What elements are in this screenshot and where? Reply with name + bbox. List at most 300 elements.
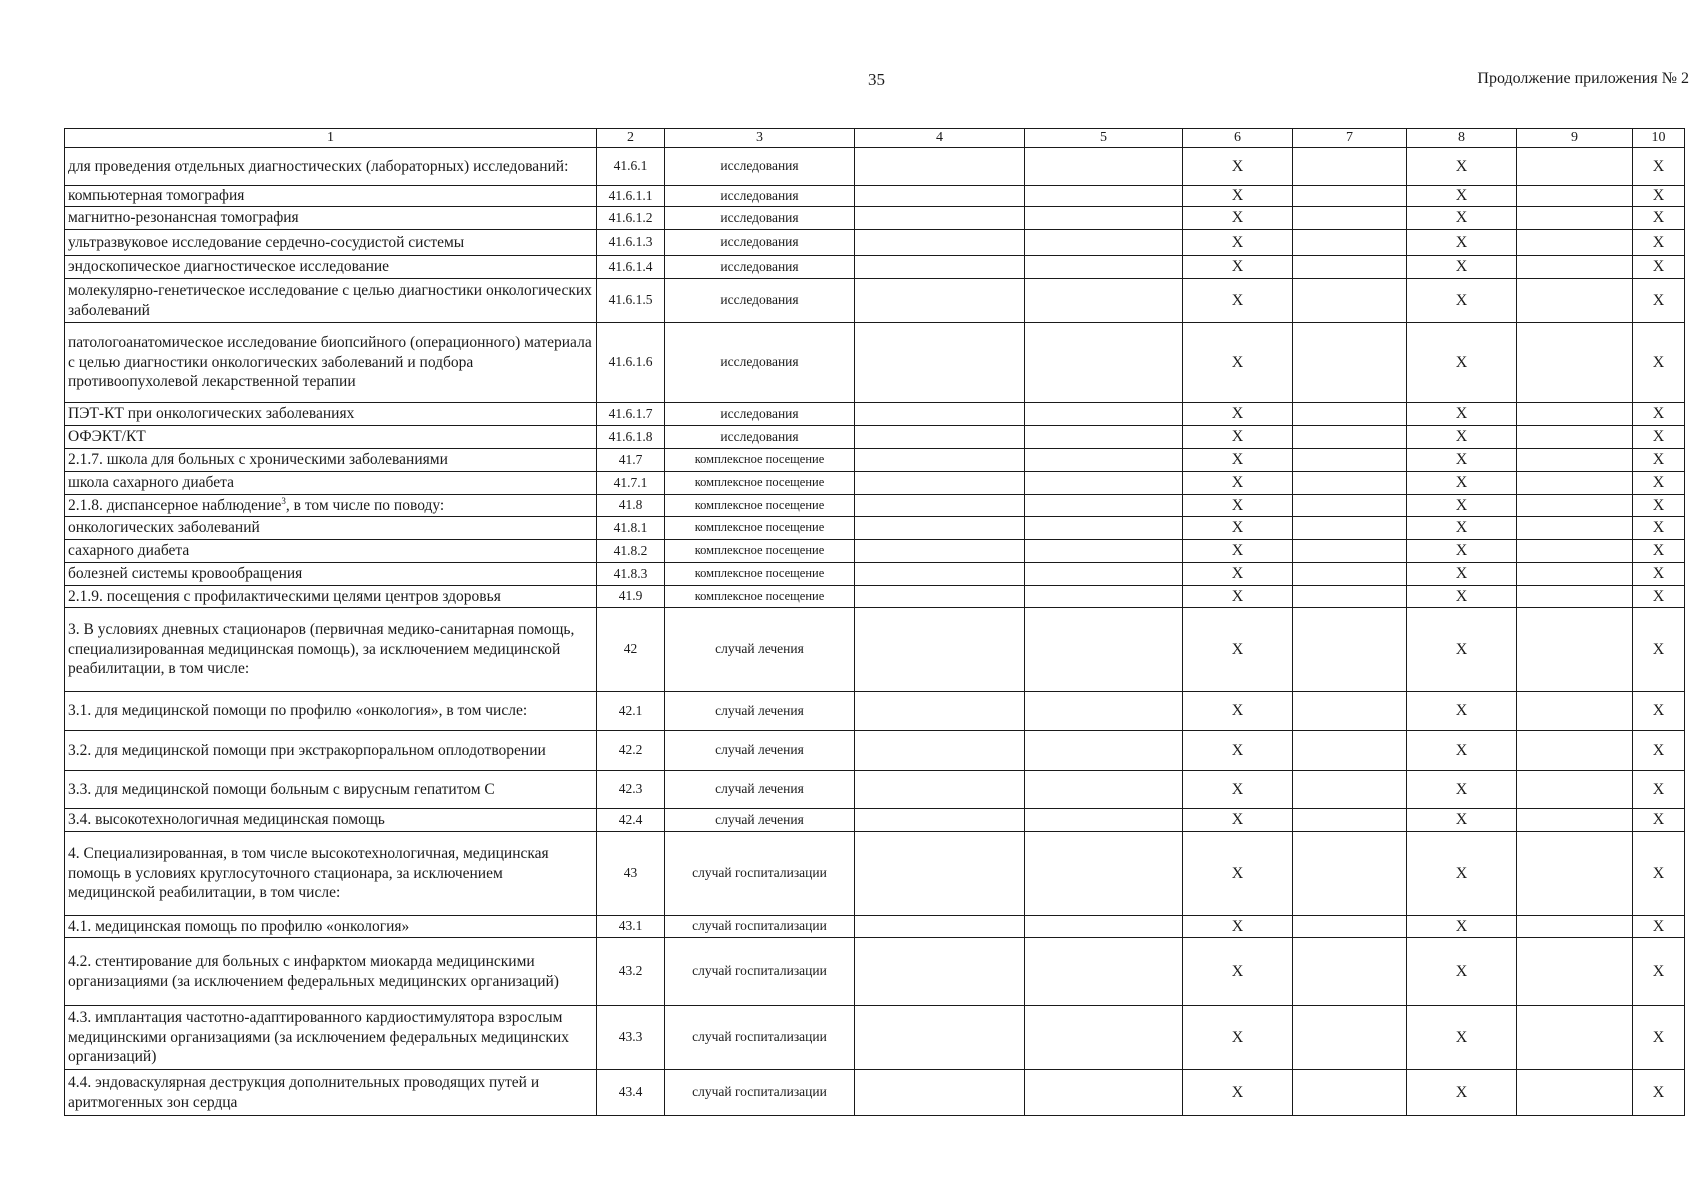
row-unit: исследования [665, 426, 855, 449]
table-row [65, 1006, 1685, 1070]
cell-mark-col-8: Х [1407, 426, 1517, 449]
row-name-text: 4.3. имплантация частотно-адаптированного кардиостимулятора взрослым медицинскими организациями (за исключением федеральных медицинских организаций) [68, 1009, 569, 1066]
cell-empty-col-5 [1025, 832, 1183, 916]
row-number: 42 [597, 608, 665, 692]
row-name [65, 495, 597, 517]
col-header-2: 2 [597, 129, 665, 148]
table-row [65, 563, 1685, 586]
row-unit: исследования [665, 148, 855, 186]
cell-mark-col-8: Х [1407, 207, 1517, 230]
cell-mark-col-10: Х [1633, 771, 1685, 809]
cell-mark-col-8: Х [1407, 586, 1517, 608]
row-name-text: ПЭТ-КТ при онкологических заболеваниях [68, 405, 355, 423]
row-name-text: ОФЭКТ/КТ [68, 428, 146, 446]
row-unit: комплексное посещение [665, 563, 855, 586]
cell-mark-col-6: Х [1183, 279, 1293, 323]
cell-empty-col-5 [1025, 279, 1183, 323]
cell-mark-col-8: Х [1407, 540, 1517, 563]
row-name [65, 692, 597, 731]
row-name [65, 279, 597, 323]
cell-mark-col-6: Х [1183, 938, 1293, 1006]
cell-empty-col-7 [1293, 1070, 1407, 1116]
cell-mark-col-8: Х [1407, 1006, 1517, 1070]
row-name-text: для проведения отдельных диагностических (лабораторных) исследований: [68, 157, 569, 175]
cell-empty-col-9 [1517, 472, 1633, 495]
row-name-text: онкологических заболеваний [68, 519, 260, 537]
row-number: 41.8.1 [597, 517, 665, 540]
col-header-9: 9 [1517, 129, 1633, 148]
row-name [65, 540, 597, 563]
cell-empty-col-5 [1025, 563, 1183, 586]
cell-mark-col-10: Х [1633, 540, 1685, 563]
cell-empty-col-7 [1293, 426, 1407, 449]
row-unit: случай госпитализации [665, 938, 855, 1006]
col-header-4: 4 [855, 129, 1025, 148]
row-name-text: 4.4. эндоваскулярная деструкция дополнительных проводящих путей и аритмогенных зон сердца [68, 1074, 540, 1111]
col-header-5: 5 [1025, 129, 1183, 148]
row-name-text: 3. В условиях дневных стационаров (первичная медико-санитарная помощь, специализированная медицинская помощь), за исключением медицинской реабилитации, в том числе: [68, 621, 575, 678]
row-number: 42.3 [597, 771, 665, 809]
row-name [65, 230, 597, 256]
continuation-label: Продолжение приложения № 2 [1477, 70, 1689, 87]
cell-mark-col-6: Х [1183, 540, 1293, 563]
row-name [65, 148, 597, 186]
cell-mark-col-6: Х [1183, 256, 1293, 279]
row-name-text: магнитно-резонансная томография [68, 209, 299, 227]
cell-empty-col-9 [1517, 186, 1633, 207]
cell-empty-col-7 [1293, 256, 1407, 279]
row-number: 43.1 [597, 916, 665, 938]
cell-empty-col-4 [855, 809, 1025, 832]
cell-empty-col-7 [1293, 186, 1407, 207]
table-row [65, 148, 1685, 186]
cell-mark-col-8: Х [1407, 148, 1517, 186]
cell-empty-col-9 [1517, 938, 1633, 1006]
cell-empty-col-4 [855, 472, 1025, 495]
cell-empty-col-9 [1517, 586, 1633, 608]
row-unit: исследования [665, 186, 855, 207]
cell-mark-col-10: Х [1633, 731, 1685, 771]
row-number: 41.8.3 [597, 563, 665, 586]
cell-mark-col-10: Х [1633, 256, 1685, 279]
cell-mark-col-8: Х [1407, 731, 1517, 771]
cell-empty-col-5 [1025, 938, 1183, 1006]
row-number: 41.6.1 [597, 148, 665, 186]
cell-mark-col-10: Х [1633, 323, 1685, 403]
row-name [65, 449, 597, 472]
cell-empty-col-7 [1293, 563, 1407, 586]
row-name-tail: , в том числе по поводу: [285, 496, 445, 514]
row-number: 41.6.1.1 [597, 186, 665, 207]
cell-mark-col-10: Х [1633, 1070, 1685, 1116]
row-name-text: болезней системы кровообращения [68, 565, 303, 583]
row-name [65, 207, 597, 230]
row-unit: исследования [665, 279, 855, 323]
row-number: 41.9 [597, 586, 665, 608]
cell-mark-col-10: Х [1633, 230, 1685, 256]
row-number: 41.6.1.5 [597, 279, 665, 323]
cell-empty-col-9 [1517, 256, 1633, 279]
cell-mark-col-10: Х [1633, 832, 1685, 916]
cell-empty-col-4 [855, 186, 1025, 207]
col-header-8: 8 [1407, 129, 1517, 148]
cell-empty-col-4 [855, 563, 1025, 586]
row-name-text: эндоскопическое диагностическое исследование [68, 258, 390, 276]
cell-empty-col-5 [1025, 495, 1183, 517]
cell-empty-col-5 [1025, 323, 1183, 403]
cell-empty-col-7 [1293, 323, 1407, 403]
cell-empty-col-4 [855, 586, 1025, 608]
row-name-text: 3.3. для медицинской помощи больным с вирусным гепатитом С [68, 780, 495, 798]
row-name-text: 3.4. высокотехнологичная медицинская помощь [68, 811, 385, 829]
row-number: 41.6.1.6 [597, 323, 665, 403]
cell-empty-col-9 [1517, 692, 1633, 731]
cell-empty-col-7 [1293, 832, 1407, 916]
cell-empty-col-4 [855, 731, 1025, 771]
row-name [65, 256, 597, 279]
row-name [65, 426, 597, 449]
cell-mark-col-6: Х [1183, 563, 1293, 586]
cell-mark-col-8: Х [1407, 608, 1517, 692]
cell-mark-col-6: Х [1183, 472, 1293, 495]
cell-empty-col-7 [1293, 731, 1407, 771]
cell-empty-col-9 [1517, 323, 1633, 403]
cell-empty-col-5 [1025, 809, 1183, 832]
row-number: 41.6.1.4 [597, 256, 665, 279]
col-header-10: 10 [1633, 129, 1685, 148]
cell-empty-col-7 [1293, 540, 1407, 563]
row-name-text: компьютерная томография [68, 187, 245, 205]
table-row [65, 517, 1685, 540]
data-table [64, 128, 1685, 1116]
row-unit: случай госпитализации [665, 832, 855, 916]
table-row [65, 403, 1685, 426]
col-header-7: 7 [1293, 129, 1407, 148]
cell-mark-col-6: Х [1183, 230, 1293, 256]
cell-empty-col-9 [1517, 495, 1633, 517]
cell-empty-col-7 [1293, 916, 1407, 938]
footnote-mark: 3 [281, 495, 286, 506]
cell-empty-col-5 [1025, 517, 1183, 540]
cell-empty-col-9 [1517, 148, 1633, 186]
cell-empty-col-9 [1517, 563, 1633, 586]
cell-mark-col-10: Х [1633, 1006, 1685, 1070]
cell-empty-col-7 [1293, 771, 1407, 809]
cell-empty-col-9 [1517, 449, 1633, 472]
cell-mark-col-10: Х [1633, 563, 1685, 586]
cell-mark-col-10: Х [1633, 279, 1685, 323]
cell-mark-col-10: Х [1633, 449, 1685, 472]
cell-mark-col-6: Х [1183, 608, 1293, 692]
cell-mark-col-6: Х [1183, 771, 1293, 809]
cell-empty-col-9 [1517, 1006, 1633, 1070]
row-name [65, 731, 597, 771]
cell-mark-col-10: Х [1633, 207, 1685, 230]
row-number: 41.8 [597, 495, 665, 517]
table-row [65, 1070, 1685, 1116]
cell-mark-col-10: Х [1633, 495, 1685, 517]
cell-empty-col-5 [1025, 207, 1183, 230]
cell-mark-col-10: Х [1633, 403, 1685, 426]
row-unit: исследования [665, 207, 855, 230]
row-unit: случай госпитализации [665, 1070, 855, 1116]
table-row [65, 495, 1685, 517]
table-row [65, 586, 1685, 608]
row-number: 43.3 [597, 1006, 665, 1070]
cell-empty-col-7 [1293, 279, 1407, 323]
table-row [65, 916, 1685, 938]
cell-empty-col-4 [855, 279, 1025, 323]
cell-mark-col-8: Х [1407, 563, 1517, 586]
row-name-text: ультразвуковое исследование сердечно-сосудистой системы [68, 233, 465, 251]
row-name [65, 832, 597, 916]
row-name [65, 1006, 597, 1070]
cell-mark-col-8: Х [1407, 1070, 1517, 1116]
cell-empty-col-4 [855, 495, 1025, 517]
cell-empty-col-5 [1025, 449, 1183, 472]
row-number: 41.6.1.7 [597, 403, 665, 426]
cell-mark-col-8: Х [1407, 771, 1517, 809]
cell-mark-col-10: Х [1633, 426, 1685, 449]
row-name [65, 323, 597, 403]
row-name-text: 2.1.9. посещения с профилактическими целями центров здоровья [68, 587, 501, 605]
table-row [65, 809, 1685, 832]
cell-empty-col-4 [855, 1070, 1025, 1116]
cell-mark-col-10: Х [1633, 692, 1685, 731]
row-unit: случай лечения [665, 771, 855, 809]
row-name-text: 2.1.8. диспансерное наблюдение [68, 496, 282, 514]
cell-empty-col-5 [1025, 426, 1183, 449]
cell-empty-col-5 [1025, 540, 1183, 563]
row-name-text: патологоанатомическое исследование биопсийного (операционного) материала с целью диагностики онкологических заболеваний и подбора противоопухолевой лекарственной терапии [68, 334, 592, 391]
cell-empty-col-9 [1517, 207, 1633, 230]
cell-empty-col-4 [855, 771, 1025, 809]
row-unit: комплексное посещение [665, 495, 855, 517]
row-number: 41.6.1.2 [597, 207, 665, 230]
row-name-text: 4.1. медицинская помощь по профилю «онкология» [68, 917, 410, 935]
table-row [65, 692, 1685, 731]
row-unit: комплексное посещение [665, 449, 855, 472]
cell-empty-col-9 [1517, 426, 1633, 449]
page-number: 35 [868, 70, 885, 89]
cell-empty-col-5 [1025, 916, 1183, 938]
table-row [65, 771, 1685, 809]
cell-mark-col-6: Х [1183, 809, 1293, 832]
row-number: 43 [597, 832, 665, 916]
cell-empty-col-7 [1293, 148, 1407, 186]
cell-mark-col-6: Х [1183, 403, 1293, 426]
cell-mark-col-10: Х [1633, 916, 1685, 938]
cell-empty-col-4 [855, 323, 1025, 403]
col-header-6: 6 [1183, 129, 1293, 148]
cell-empty-col-5 [1025, 230, 1183, 256]
cell-mark-col-8: Х [1407, 403, 1517, 426]
row-number: 42.2 [597, 731, 665, 771]
cell-empty-col-7 [1293, 938, 1407, 1006]
row-name-text: школа сахарного диабета [68, 474, 234, 492]
row-unit: исследования [665, 323, 855, 403]
cell-mark-col-10: Х [1633, 938, 1685, 1006]
row-unit: случай лечения [665, 809, 855, 832]
cell-empty-col-9 [1517, 540, 1633, 563]
table-row [65, 186, 1685, 207]
cell-mark-col-10: Х [1633, 148, 1685, 186]
cell-empty-col-4 [855, 608, 1025, 692]
cell-empty-col-5 [1025, 148, 1183, 186]
cell-empty-col-9 [1517, 517, 1633, 540]
cell-mark-col-8: Х [1407, 938, 1517, 1006]
cell-empty-col-9 [1517, 916, 1633, 938]
cell-empty-col-4 [855, 916, 1025, 938]
cell-empty-col-5 [1025, 256, 1183, 279]
cell-mark-col-6: Х [1183, 916, 1293, 938]
cell-empty-col-7 [1293, 692, 1407, 731]
cell-mark-col-10: Х [1633, 472, 1685, 495]
cell-empty-col-4 [855, 256, 1025, 279]
table-row [65, 540, 1685, 563]
cell-empty-col-9 [1517, 403, 1633, 426]
cell-mark-col-8: Х [1407, 323, 1517, 403]
row-number: 41.6.1.3 [597, 230, 665, 256]
cell-empty-col-4 [855, 449, 1025, 472]
cell-mark-col-10: Х [1633, 186, 1685, 207]
table-row [65, 731, 1685, 771]
cell-mark-col-6: Х [1183, 832, 1293, 916]
row-name-text: молекулярно-генетическое исследование с целью диагностики онкологических заболеваний [68, 282, 592, 319]
cell-empty-col-4 [855, 1006, 1025, 1070]
cell-mark-col-8: Х [1407, 517, 1517, 540]
row-number: 43.2 [597, 938, 665, 1006]
row-name [65, 472, 597, 495]
cell-empty-col-7 [1293, 1006, 1407, 1070]
cell-empty-col-9 [1517, 1070, 1633, 1116]
cell-empty-col-7 [1293, 207, 1407, 230]
row-name [65, 916, 597, 938]
row-name [65, 809, 597, 832]
row-name [65, 586, 597, 608]
cell-mark-col-10: Х [1633, 608, 1685, 692]
cell-empty-col-4 [855, 230, 1025, 256]
cell-empty-col-5 [1025, 731, 1183, 771]
table-row [65, 426, 1685, 449]
table-row [65, 207, 1685, 230]
cell-empty-col-4 [855, 403, 1025, 426]
row-name-text: 4.2. стентирование для больных с инфарктом миокарда медицинскими организациями (за исключением федеральных медицинских организаций) [68, 953, 559, 990]
cell-empty-col-9 [1517, 279, 1633, 323]
table-row [65, 256, 1685, 279]
cell-mark-col-6: Х [1183, 323, 1293, 403]
table-row [65, 472, 1685, 495]
col-header-1: 1 [65, 129, 597, 148]
row-name-text: сахарного диабета [68, 542, 190, 560]
cell-empty-col-7 [1293, 472, 1407, 495]
cell-empty-col-9 [1517, 608, 1633, 692]
cell-empty-col-7 [1293, 517, 1407, 540]
cell-mark-col-8: Х [1407, 809, 1517, 832]
cell-mark-col-8: Х [1407, 472, 1517, 495]
row-name [65, 938, 597, 1006]
cell-mark-col-6: Х [1183, 692, 1293, 731]
cell-mark-col-8: Х [1407, 279, 1517, 323]
row-number: 41.7 [597, 449, 665, 472]
cell-empty-col-4 [855, 426, 1025, 449]
cell-mark-col-8: Х [1407, 230, 1517, 256]
cell-empty-col-4 [855, 148, 1025, 186]
cell-empty-col-5 [1025, 472, 1183, 495]
row-number: 41.6.1.8 [597, 426, 665, 449]
cell-mark-col-6: Х [1183, 426, 1293, 449]
cell-empty-col-7 [1293, 230, 1407, 256]
row-name [65, 186, 597, 207]
cell-mark-col-6: Х [1183, 495, 1293, 517]
cell-empty-col-9 [1517, 771, 1633, 809]
cell-mark-col-10: Х [1633, 586, 1685, 608]
row-number: 41.8.2 [597, 540, 665, 563]
row-unit: случай лечения [665, 692, 855, 731]
row-name-text: 3.1. для медицинской помощи по профилю «онкология», в том числе: [68, 702, 528, 720]
cell-mark-col-8: Х [1407, 495, 1517, 517]
cell-empty-col-4 [855, 517, 1025, 540]
cell-empty-col-7 [1293, 809, 1407, 832]
table-row [65, 449, 1685, 472]
cell-empty-col-7 [1293, 449, 1407, 472]
row-unit: исследования [665, 256, 855, 279]
table-row [65, 608, 1685, 692]
row-unit: исследования [665, 230, 855, 256]
cell-empty-col-7 [1293, 495, 1407, 517]
table-row [65, 323, 1685, 403]
cell-mark-col-8: Х [1407, 832, 1517, 916]
row-number: 43.4 [597, 1070, 665, 1116]
cell-mark-col-6: Х [1183, 449, 1293, 472]
table-row [65, 230, 1685, 256]
cell-empty-col-9 [1517, 832, 1633, 916]
cell-mark-col-6: Х [1183, 731, 1293, 771]
cell-empty-col-4 [855, 207, 1025, 230]
row-number: 42.1 [597, 692, 665, 731]
cell-empty-col-5 [1025, 186, 1183, 207]
row-name [65, 563, 597, 586]
cell-mark-col-6: Х [1183, 1006, 1293, 1070]
row-name [65, 517, 597, 540]
row-name [65, 1070, 597, 1116]
cell-mark-col-6: Х [1183, 148, 1293, 186]
row-unit: случай госпитализации [665, 1006, 855, 1070]
cell-mark-col-6: Х [1183, 207, 1293, 230]
row-unit: случай госпитализации [665, 916, 855, 938]
cell-empty-col-5 [1025, 1070, 1183, 1116]
row-unit: случай лечения [665, 731, 855, 771]
cell-mark-col-10: Х [1633, 517, 1685, 540]
cell-empty-col-4 [855, 540, 1025, 563]
row-unit: комплексное посещение [665, 540, 855, 563]
header-row [65, 129, 1685, 148]
row-unit: комплексное посещение [665, 472, 855, 495]
cell-mark-col-8: Х [1407, 186, 1517, 207]
row-unit: комплексное посещение [665, 517, 855, 540]
cell-empty-col-5 [1025, 1006, 1183, 1070]
table-row [65, 832, 1685, 916]
cell-empty-col-5 [1025, 586, 1183, 608]
cell-mark-col-6: Х [1183, 517, 1293, 540]
row-number: 41.7.1 [597, 472, 665, 495]
row-name [65, 771, 597, 809]
cell-mark-col-10: Х [1633, 809, 1685, 832]
row-unit: исследования [665, 403, 855, 426]
cell-empty-col-9 [1517, 230, 1633, 256]
row-name-text: 4. Специализированная, в том числе высокотехнологичная, медицинская помощь в условиях круглосуточного стационара, за исключением медицинской реабилитации, в том числе: [68, 845, 549, 902]
cell-empty-col-9 [1517, 731, 1633, 771]
